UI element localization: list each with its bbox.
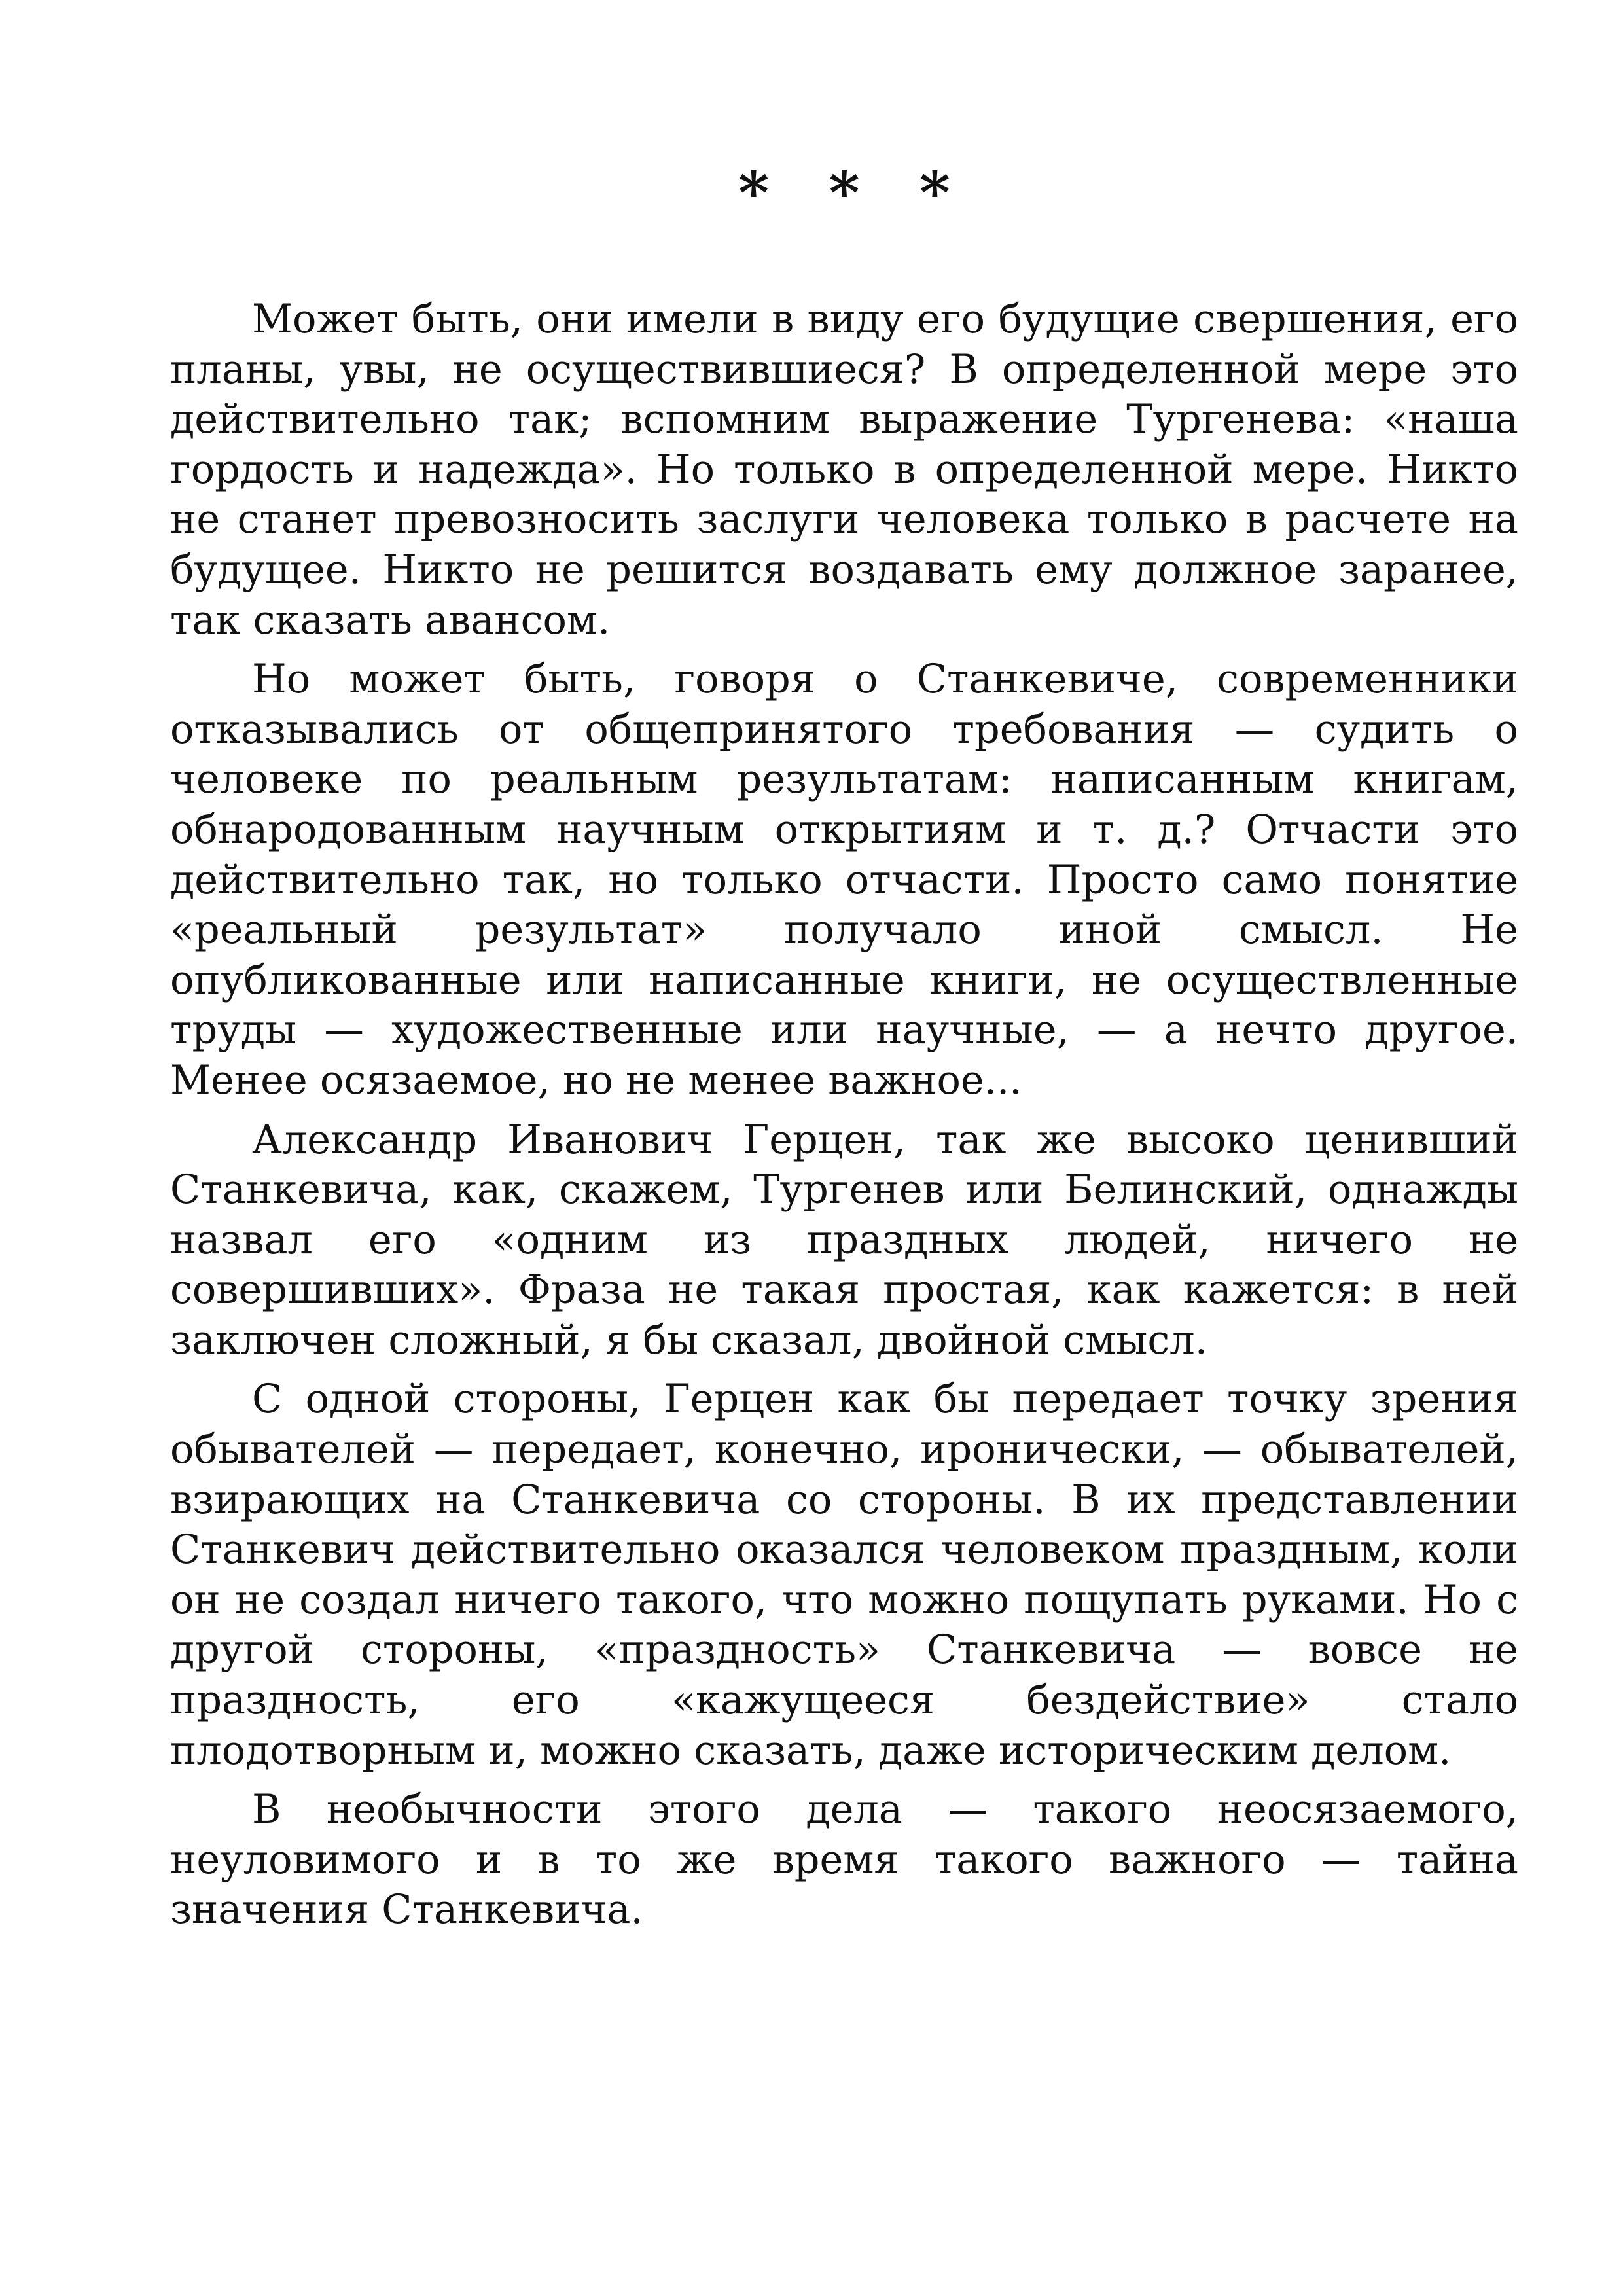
paragraph-5: В необычности этого дела — такого неосязаемого, неуловимого и в то же время такого важного — тайна значения Станкевича. (170, 1787, 1518, 1933)
paragraph-1: Может быть, они имели в виду его будущие свершения, его планы, увы, не осуществившиеся? В определенной мере это действительно так; вспомним выражение Тургенева: «наша гордость и надежда». Но только в определенной мере. Никто не станет превозносить заслуги человека только в расчете на будущее. Никто не решится воздавать ему должное заранее, так сказать авансом. (170, 296, 1518, 643)
paragraph-4: С одной стороны, Герцен как бы передает точку зрения обывателей — передает, конечно, иронически, — обывателей, взирающих на Станкевича со стороны. В их представлении Станкевич действительно оказался человеком праздным, коли он не создал ничего такого, что можно пощупать руками. Но с другой стороны, «праздность» Станкевича — вовсе не праздность, его «кажущееся бездействие» стало плодотворным и, можно сказать, даже историческим делом. (170, 1376, 1518, 1774)
section-separator: * * * (738, 158, 970, 228)
paragraph-3: Александр Иванович Герцен, так же высоко ценивший Станкевича, как, скажем, Тургенев или Белинский, однажды назвал его «одним из праздных людей, ничего не совершивших». Фраза не такая простая, как кажется: в ней заключен сложный, я бы сказал, двойной смысл. (170, 1117, 1518, 1363)
paragraph-2: Но может быть, говоря о Станкевиче, современники отказывались от общепринятого требования — судить о человеке по реальным результатам: написанным книгам, обнародованным научным открытиям и т. д.? Отчасти это действительно так, но только отчасти. Просто само понятие «реальный результат» получало иной смысл. Не опубликованные или написанные книги, не осуществленные труды — художественные или научные, — а нечто другое. Менее осязаемое, но не менее важное... (170, 656, 1518, 1103)
document-page (170, 158, 1518, 1945)
